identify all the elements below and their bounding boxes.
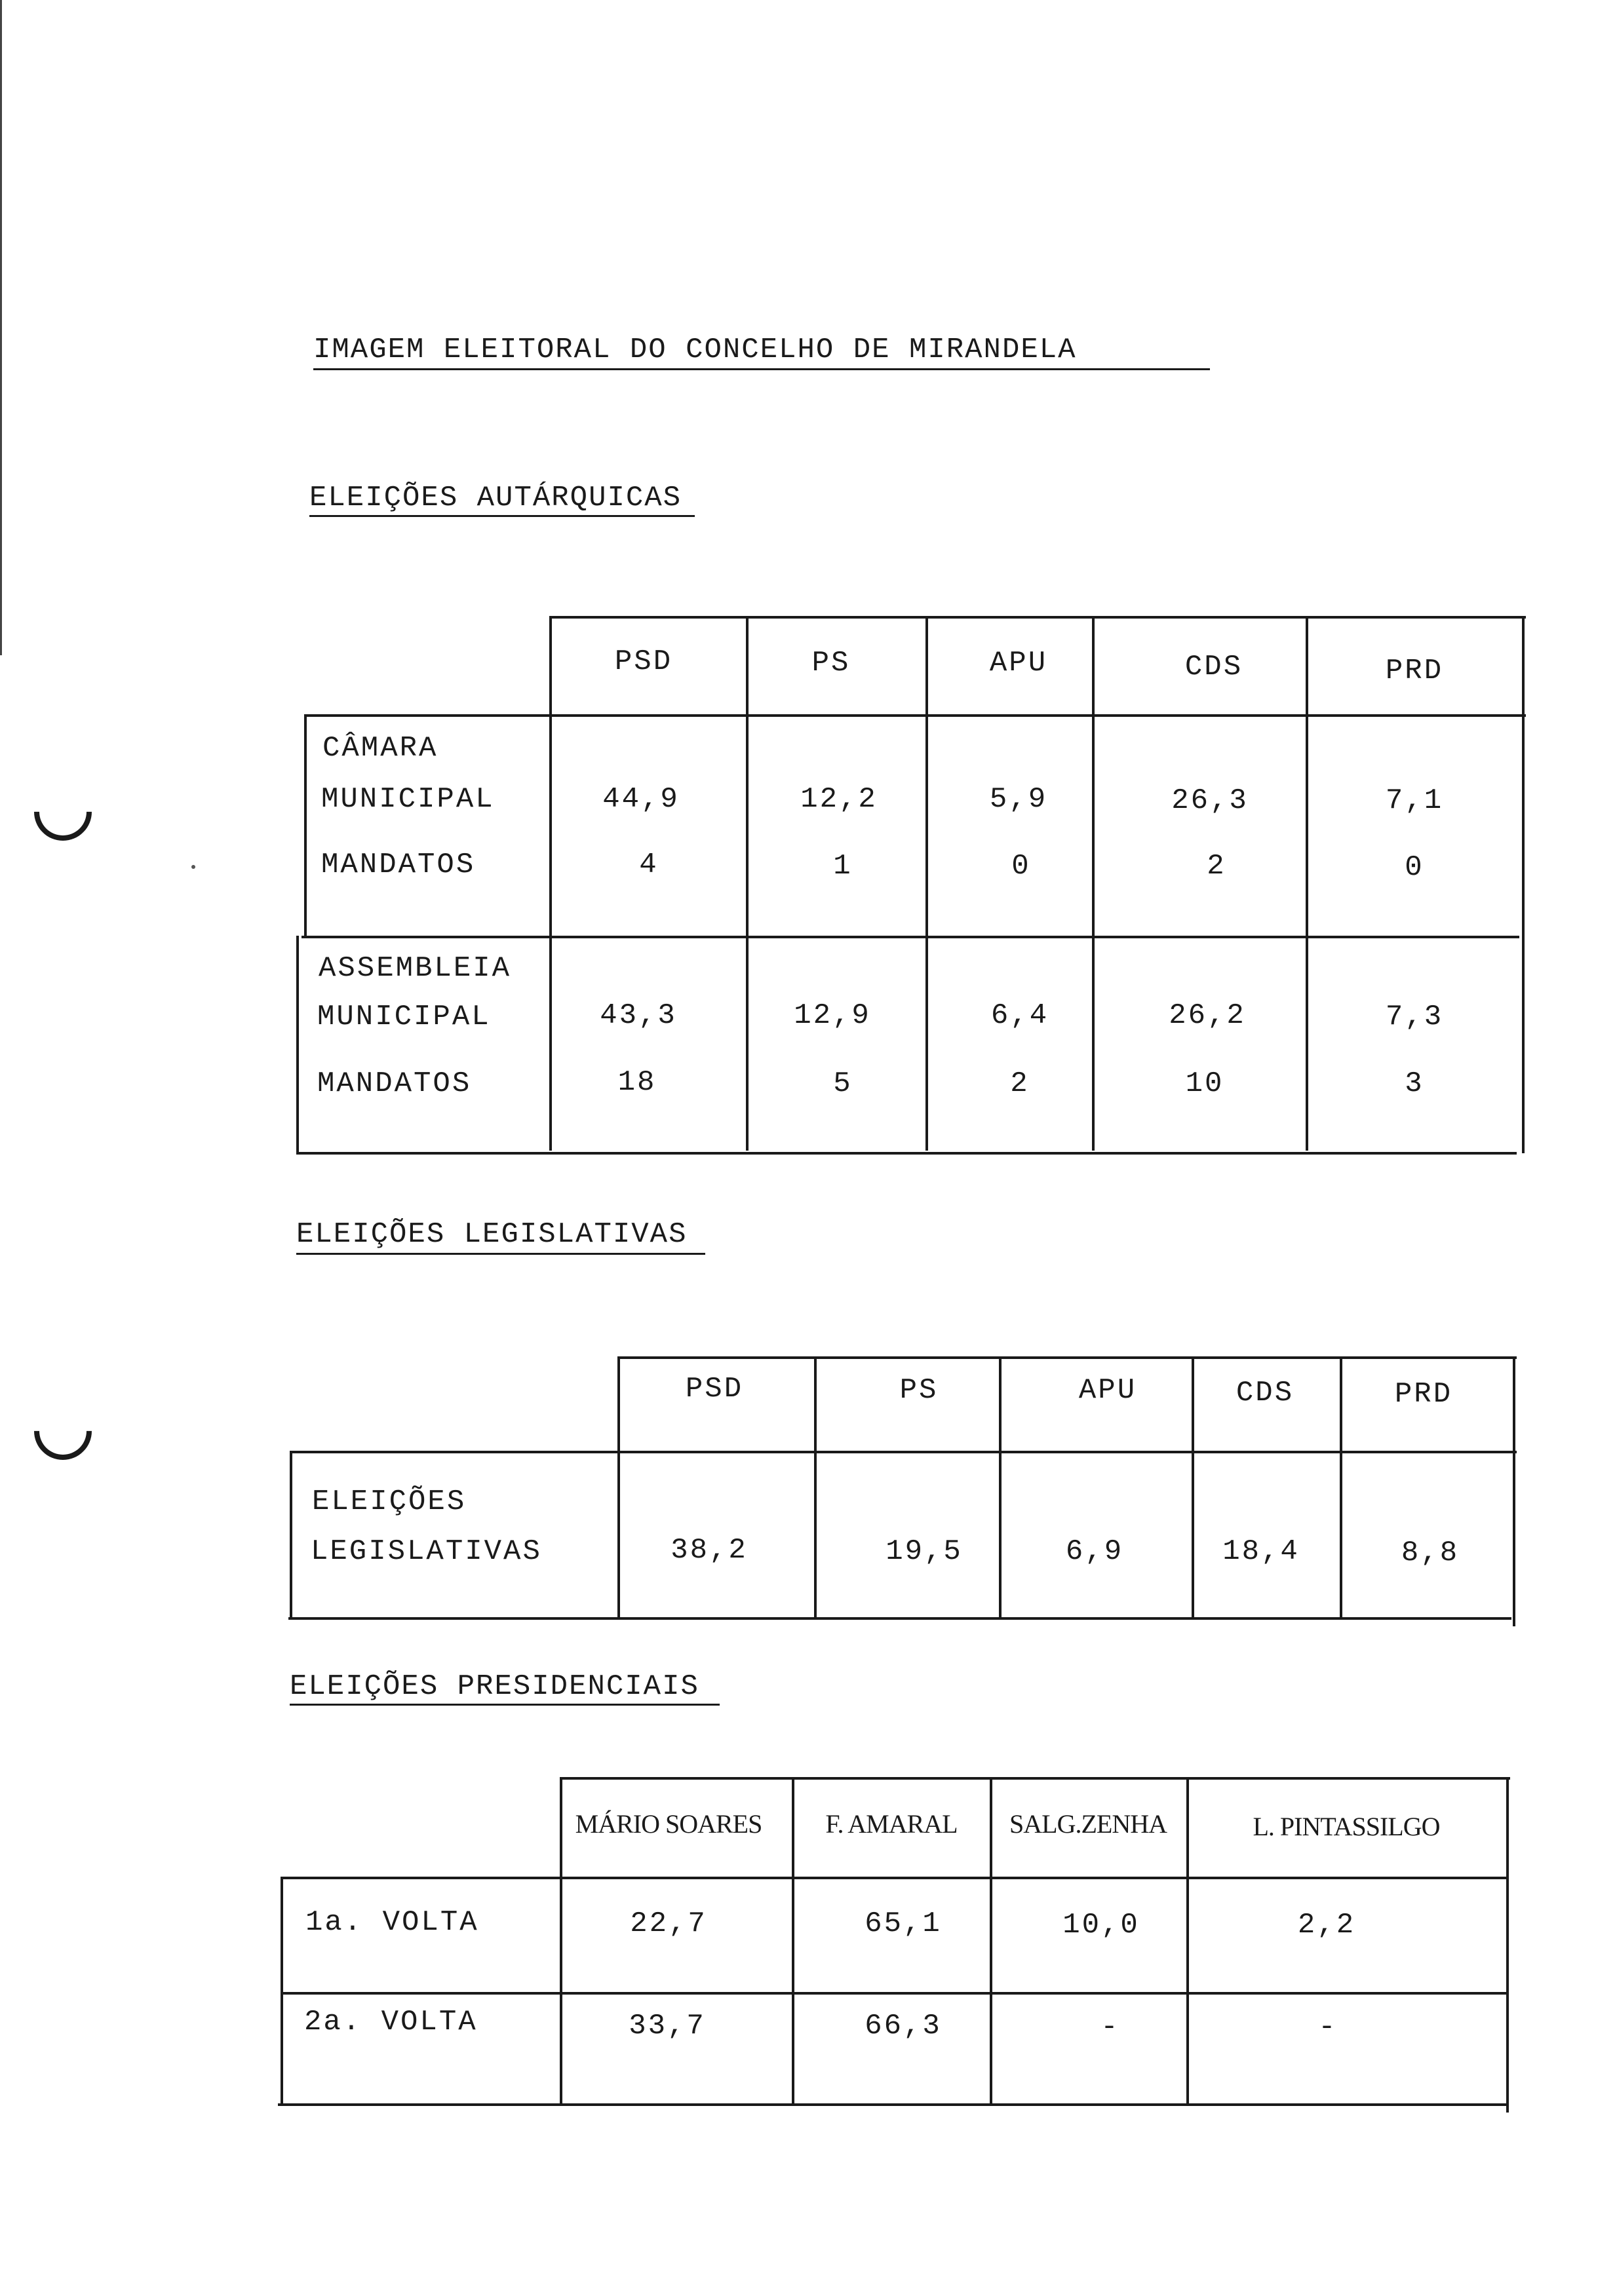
table-border <box>1186 1777 1189 2106</box>
table-border <box>990 1777 992 2106</box>
speck <box>191 865 195 869</box>
table-border <box>925 616 928 1151</box>
table-border <box>304 714 1526 717</box>
binding-hole-mark-2 <box>22 1390 104 1472</box>
table-border <box>1340 1356 1342 1618</box>
column-header-cds: CDS <box>1236 1377 1294 1409</box>
section-heading-presidenciais: ELEIÇÕES PRESIDENCIAIS <box>290 1670 699 1703</box>
table-border <box>281 1877 283 2106</box>
row-label-assembleia-municipal: MUNICIPAL <box>317 1001 491 1033</box>
table-border <box>296 1152 1517 1155</box>
assembleia-psd-percent: 43,3 <box>600 999 677 1032</box>
binding-hole-mark-1 <box>22 771 104 852</box>
column-header-ps: PS <box>811 647 851 679</box>
table-border <box>551 616 1526 619</box>
table-border <box>281 1992 1506 1995</box>
page-title: IMAGEM ELEITORAL DO CONCELHO DE MIRANDELA <box>313 334 1077 366</box>
volta2-l-pintassilgo: - <box>1318 2011 1338 2044</box>
table-border <box>1506 1777 1509 2113</box>
table-border <box>304 714 307 936</box>
table-border <box>1306 616 1308 1151</box>
left-page-edge <box>0 0 2 655</box>
assembleia-prd-percent: 7,3 <box>1385 1001 1444 1033</box>
assembleia-psd-mandatos: 18 <box>617 1066 657 1099</box>
camara-apu-mandatos: 0 <box>1011 850 1031 883</box>
camara-prd-percent: 7,1 <box>1385 784 1444 817</box>
title-underline <box>313 368 1210 370</box>
camara-cds-percent: 26,3 <box>1171 784 1249 817</box>
column-header-ps: PS <box>899 1374 939 1407</box>
row-label-1a-volta: 1a. VOLTA <box>305 1906 479 1939</box>
column-header-prd: PRD <box>1394 1378 1453 1411</box>
column-header-psd: PSD <box>614 645 673 678</box>
table-border <box>278 2103 1506 2106</box>
row-label-mandatos: MANDATOS <box>321 849 476 881</box>
table-border <box>282 1877 1509 1879</box>
table-border <box>288 1617 1511 1620</box>
assembleia-ps-mandatos: 5 <box>833 1067 853 1100</box>
camara-psd-mandatos: 4 <box>639 849 659 881</box>
row-label-camara: CÂMARA <box>322 732 438 765</box>
legislativas-cds-percent: 18,4 <box>1222 1535 1300 1568</box>
assembleia-ps-percent: 12,9 <box>794 999 871 1032</box>
table-border <box>792 1777 794 2106</box>
legislativas-apu-percent: 6,9 <box>1065 1535 1124 1568</box>
column-header-salg-zenha: SALG.ZENHA <box>1009 1809 1167 1839</box>
volta2-f-amaral: 66,3 <box>865 2010 942 2042</box>
column-header-f-amaral: F. AMARAL <box>825 1809 958 1839</box>
table-border <box>549 616 552 1151</box>
column-header-apu: APU <box>989 647 1048 679</box>
row-label-assembleia: ASSEMBLEIA <box>319 952 512 985</box>
camara-psd-percent: 44,9 <box>602 783 680 816</box>
camara-prd-mandatos: 0 <box>1405 851 1424 884</box>
row-label-legislativas: LEGISLATIVAS <box>311 1535 542 1568</box>
volta1-salg-zenha: 10,0 <box>1062 1909 1140 1942</box>
table-border <box>1192 1356 1194 1618</box>
table-border <box>561 1777 1510 1780</box>
table-border <box>1513 1356 1515 1626</box>
heading-underline <box>309 515 695 517</box>
column-header-cds: CDS <box>1184 651 1243 683</box>
assembleia-prd-mandatos: 3 <box>1405 1067 1424 1100</box>
assembleia-apu-percent: 6,4 <box>990 999 1049 1032</box>
table-border <box>296 936 299 1153</box>
table-border <box>746 616 749 1151</box>
legislativas-psd-percent: 38,2 <box>671 1534 748 1567</box>
volta2-mario-soares: 33,7 <box>629 2010 706 2042</box>
volta1-mario-soares: 22,7 <box>630 1907 707 1940</box>
row-label-mandatos: MANDATOS <box>317 1067 472 1100</box>
table-border <box>620 1356 1517 1359</box>
table-border <box>302 936 1519 938</box>
table-border <box>1092 616 1095 1151</box>
camara-ps-percent: 12,2 <box>800 783 878 816</box>
table-border <box>560 1777 562 2106</box>
volta1-f-amaral: 65,1 <box>865 1907 942 1940</box>
camara-ps-mandatos: 1 <box>833 850 853 883</box>
table-border <box>999 1356 1002 1618</box>
row-label-camara-municipal: MUNICIPAL <box>321 783 495 816</box>
column-header-apu: APU <box>1078 1374 1137 1407</box>
column-header-prd: PRD <box>1385 655 1444 687</box>
table-border <box>814 1356 817 1618</box>
column-header-l-pintassilgo: L. PINTASSILGO <box>1253 1812 1440 1841</box>
table-border <box>617 1356 620 1618</box>
table-border <box>290 1451 1517 1453</box>
heading-underline <box>290 1704 720 1706</box>
assembleia-apu-mandatos: 2 <box>1010 1067 1030 1100</box>
column-header-mario-soares: MÁRIO SOARES <box>575 1809 762 1839</box>
camara-cds-mandatos: 2 <box>1207 850 1226 883</box>
table-border <box>290 1451 292 1618</box>
volta1-l-pintassilgo: 2,2 <box>1297 1909 1356 1942</box>
column-header-psd: PSD <box>685 1373 744 1406</box>
table-border <box>1522 616 1525 1153</box>
legislativas-prd-percent: 8,8 <box>1401 1537 1460 1569</box>
row-label-2a-volta: 2a. VOLTA <box>304 2006 478 2038</box>
heading-underline <box>296 1253 705 1255</box>
volta2-salg-zenha: - <box>1100 2011 1120 2044</box>
camara-apu-percent: 5,9 <box>989 783 1048 816</box>
assembleia-cds-mandatos: 10 <box>1185 1067 1224 1100</box>
row-label-eleicoes: ELEIÇÕES <box>312 1485 467 1518</box>
section-heading-legislativas: ELEIÇÕES LEGISLATIVAS <box>296 1218 688 1251</box>
section-heading-autarquicas: ELEIÇÕES AUTÁRQUICAS <box>309 482 682 514</box>
assembleia-cds-percent: 26,2 <box>1169 999 1246 1032</box>
legislativas-ps-percent: 19,5 <box>885 1535 963 1568</box>
